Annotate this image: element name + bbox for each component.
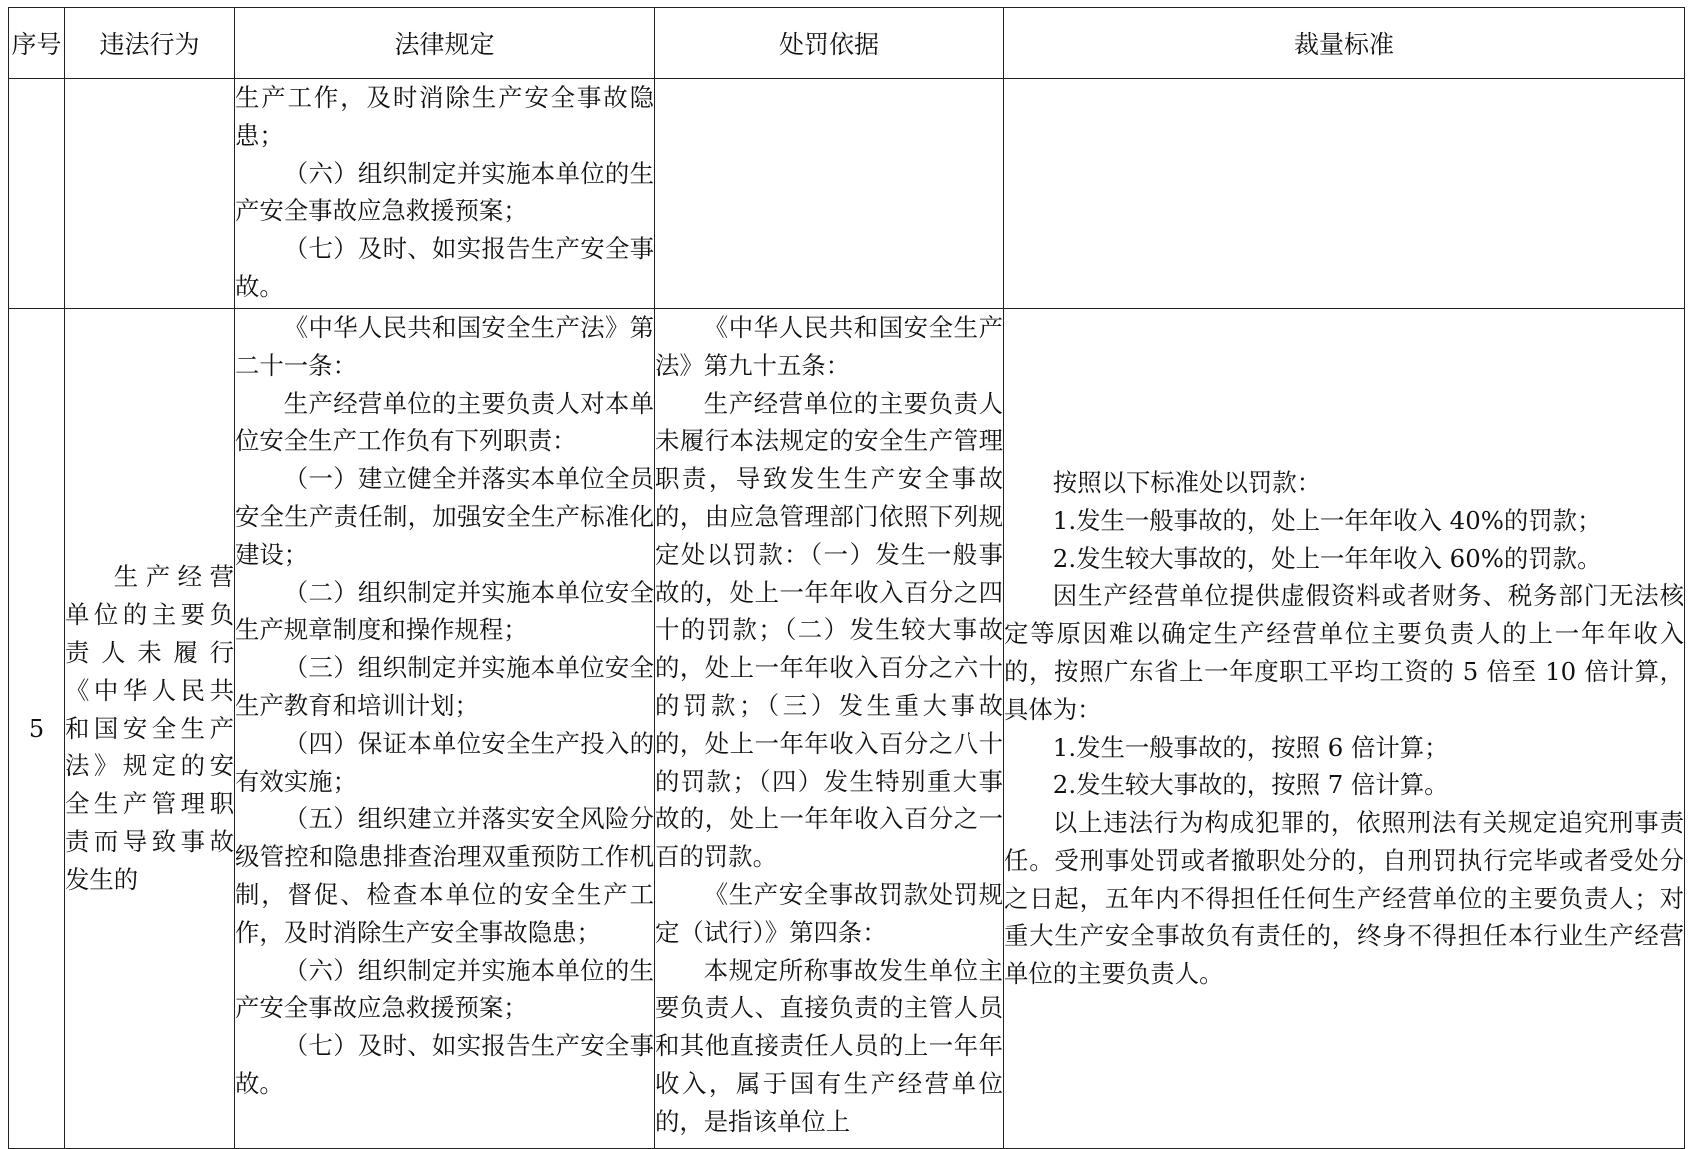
cell-standard-empty — [1004, 79, 1685, 309]
paragraph: （二）组织制定并实施本单位安全生产规章制度和操作规程； — [235, 577, 654, 645]
paragraph: 生产经营单位的主要负责人对本单位安全生产工作负有下列职责： — [235, 388, 654, 456]
paragraph: 按照以下标准处以罚款： — [1052, 467, 1322, 497]
paragraph: （六）组织制定并实施本单位的生产安全事故应急救援预案； — [235, 158, 654, 226]
cell-violation — [65, 309, 235, 1149]
paragraph: 2.发生较大事故的，按照 7 倍计算。 — [1052, 770, 1449, 800]
paragraph: （七）及时、如实报告生产安全事故。 — [235, 1031, 654, 1098]
cell-discretion-standard — [1004, 309, 1685, 1149]
table-row-5 — [9, 309, 1685, 1149]
paragraph: （五）组织建立并落实安全风险分级管控和隐患排查治理双重预防工作机制，督促、检查本单位的安全生产工作，及时消除生产安全事故隐患； — [235, 804, 654, 947]
cell-penalty-basis — [655, 309, 1004, 1149]
law-text — [235, 309, 654, 1103]
table-header-row — [9, 8, 1685, 79]
law-text — [235, 79, 654, 306]
header-serial-number: 序号 — [9, 8, 65, 79]
paragraph: 1.发生一般事故的，处上一年年收入 40%的罚款； — [1052, 505, 1602, 535]
paragraph: 2.发生较大事故的，处上一年年收入 60%的罚款。 — [1052, 543, 1602, 573]
standard-text — [1004, 464, 1684, 993]
header-penalty-basis: 处罚依据 — [655, 8, 1004, 79]
cell-legal-provision — [235, 309, 655, 1149]
paragraph: 1.发生一般事故的，按照 6 倍计算； — [1052, 732, 1449, 762]
cell-serial-empty — [9, 79, 65, 309]
paragraph: 《生产安全事故罚款处罚规定（试行）》第四条： — [655, 879, 1003, 947]
paragraph: （六）组织制定并实施本单位的生产安全事故应急救援预案； — [235, 955, 654, 1023]
paragraph: （四）保证本单位安全生产投入的有效实施； — [235, 728, 654, 796]
cell-violation-empty — [65, 79, 235, 309]
paragraph: 《中华人民共和国安全生产法》第九十五条： — [655, 313, 1003, 380]
paragraph: （七）及时、如实报告生产安全事故。 — [235, 234, 654, 301]
paragraph: 以上违法行为构成犯罪的，依照刑法有关规定追究刑事责任。受刑事处罚或者撤职处分的，自刑罚执行完毕或者受处分之日起，五年内不得担任任何生产经营单位的主要负责人；对重大生产安全事故负有责任的，终身不得担任本行业生产经营单位的主要负责人。 — [1004, 808, 1684, 989]
header-legal-provision: 法律规定 — [235, 8, 655, 79]
table-row-continued — [9, 79, 1685, 309]
cell-penalty-basis-empty — [655, 79, 1004, 309]
paragraph: 《中华人民共和国安全生产法》第二十一条： — [235, 313, 654, 380]
header-violation: 违法行为 — [65, 8, 235, 79]
paragraph: 生产工作，及时消除生产安全事故隐患； — [235, 83, 654, 150]
paragraph: （三）组织制定并实施本单位安全生产教育和培训计划； — [235, 653, 654, 720]
paragraph: 本规定所称事故发生单位主要负责人、直接负责的主管人员和其他直接责任人员的上一年年收入，属于国有生产经营单位的，是指该单位上 — [655, 955, 1003, 1136]
penalty-basis-text — [655, 309, 1003, 1141]
cell-serial-number: 5 — [9, 309, 65, 1149]
header-discretion-standard: 裁量标准 — [1004, 8, 1685, 79]
paragraph: 因生产经营单位提供虚假资料或者财务、税务部门无法核定等原因难以确定生产经营单位主要负责人的上一年年收入的，按照广东省上一年度职工平均工资的 5 倍至 10 倍计算，具体为： — [1004, 581, 1684, 724]
penalty-table — [8, 7, 1685, 1149]
violation-text: 生产经营单位的主要负责人未履行《中华人民共和国安全生产法》规定的安全生产管理职责而导致事故发生的 — [65, 562, 234, 894]
paragraph: 生产经营单位的主要负责人未履行本法规定的安全生产管理职责，导致发生生产安全事故的，由应急管理部门依照下列规定处以罚款：（一）发生一般事故的，处上一年年收入百分之四十的罚款；（二）发生较大事故的，处上一年年收入百分之六十的罚款；（三）发生重大事故的，处上一年年收入百分之八十的罚款；（四）发生特别重大事故的，处上一年年收入百分之一百的罚款。 — [655, 388, 1003, 872]
paragraph: （一）建立健全并落实本单位全员安全生产责任制，加强安全生产标准化建设； — [235, 464, 654, 569]
cell-legal-provision — [235, 79, 655, 309]
